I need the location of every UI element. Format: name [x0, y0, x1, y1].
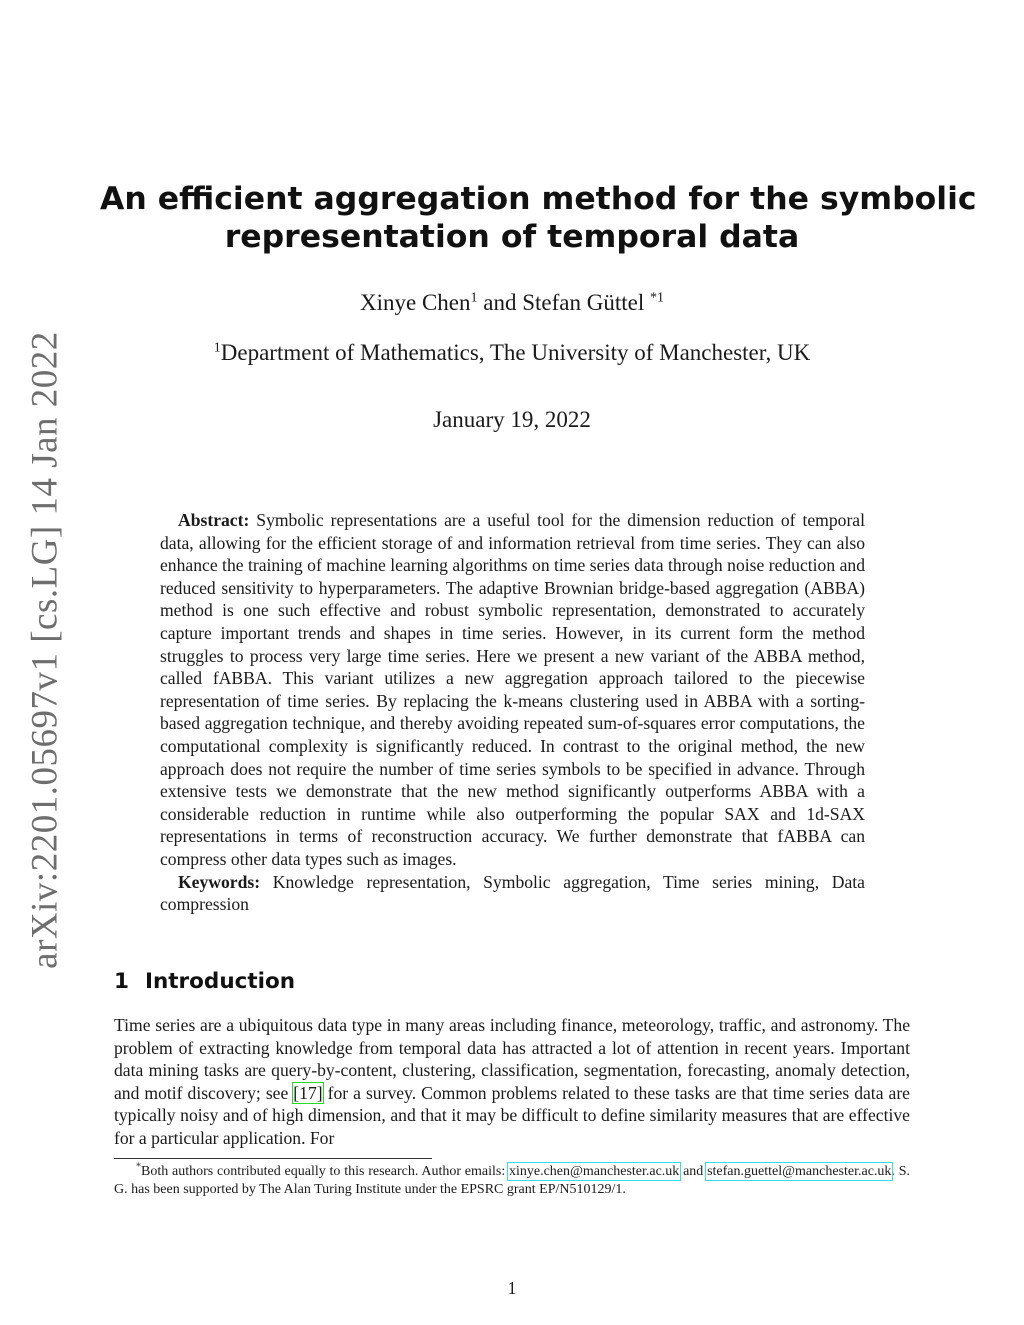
- affiliation-text: Department of Mathematics, The University of Manchester, UK: [220, 340, 811, 365]
- section-number: 1: [114, 969, 129, 994]
- author-list: [0, 290, 1024, 316]
- affiliation-marker: 1: [470, 290, 478, 306]
- footnote-text: . S. G. has been supported by The Alan Turing Institute under the EPSRC grant EP/N510129/1.: [114, 1164, 910, 1197]
- abstract-block: [160, 509, 865, 916]
- footnote: [114, 1163, 910, 1199]
- arxiv-id: arXiv:2201.05697v1 [cs.LG] 14 Jan 2022: [24, 331, 66, 969]
- affiliation: [0, 340, 1024, 366]
- paper-title: [100, 180, 977, 256]
- section-heading: [114, 969, 295, 994]
- intro-text: for a survey. Common problems related to these tasks are that time series data are typically noisy and of high dimension, and that it may be difficult to define similarity measures that are effective for a particular application. For: [114, 1082, 910, 1148]
- author-conjunction: and: [477, 290, 523, 315]
- author-name: Stefan Güttel: [522, 290, 645, 315]
- affiliation-marker: 1: [213, 340, 221, 356]
- page-number: 1: [507, 1278, 517, 1298]
- footnote-marker: *: [136, 1161, 141, 1173]
- paper-date: January 19, 2022: [433, 407, 591, 432]
- citation-link[interactable]: [17]: [293, 1082, 323, 1103]
- title-line-1: An efficient aggregation method for the symbolic: [100, 181, 977, 217]
- abstract-label: Abstract:: [178, 510, 250, 530]
- title-line-2: representation of temporal data: [224, 219, 800, 255]
- author-name: Xinye Chen: [360, 290, 471, 315]
- affiliation-marker: *1: [649, 290, 664, 306]
- footnote-text: Both authors contributed equally to this research. Author emails:: [141, 1164, 509, 1179]
- keywords-text: Knowledge representation, Symbolic aggregation, Time series mining, Data compression: [160, 871, 865, 915]
- section-title: Introduction: [144, 969, 296, 994]
- keywords-paragraph: [160, 871, 865, 916]
- abstract-text: Symbolic representations are a useful tool for the dimension reduction of temporal data, allowing for the efficient storage of and information retrieval from time series. They can also enhance the training of machine learning algorithms on time series data through noise reduction and reduced sensitivity to hyperparameters. The adaptive Brownian bridge-based aggregation (ABBA) method is one such effective and robust symbolic representation, demonstrated to accurately capture important trends and shapes in time series. However, in its current form the method struggles to process very large time series. Here we present a new variant of the ABBA method, called fABBA. This variant utilizes a new aggregation approach tailored to the piecewise representation of time series. By replacing the k-means clustering used in ABBA with a sorting-based aggregation technique, and thereby avoiding repeated sum-of-squares error computations, the computational complexity is significantly reduced. In contrast to the original method, the new approach does not require the number of time series symbols to be specified in advance. Through extensive tests we demonstrate that the new method significantly outperforms ABBA with a considerable reduction in runtime while also outperforming the popular SAX and 1d-SAX representations in terms of reconstruction accuracy. We further demonstrate that fABBA can compress other data types such as images.: [160, 510, 866, 869]
- keywords-label: Keywords:: [178, 871, 261, 892]
- intro-paragraph: [114, 1014, 910, 1150]
- footnote-divider: [114, 1158, 432, 1159]
- email-link[interactable]: xinye.chen@manchester.ac.uk: [508, 1164, 680, 1179]
- email-link[interactable]: stefan.guettel@manchester.ac.uk: [707, 1164, 892, 1179]
- footnote-text: and: [679, 1164, 708, 1179]
- abstract-paragraph: [160, 509, 865, 871]
- intro-text: Time series are a ubiquitous data type in many areas including finance, meteorology, traffic, and astronomy. The problem of extracting knowledge from temporal data has attracted a lot of attention in recent years. Important data mining tasks are query-by-content, clustering, classification, segmentation, forecasting, anomaly detection, and motif discovery; see: [114, 1015, 910, 1103]
